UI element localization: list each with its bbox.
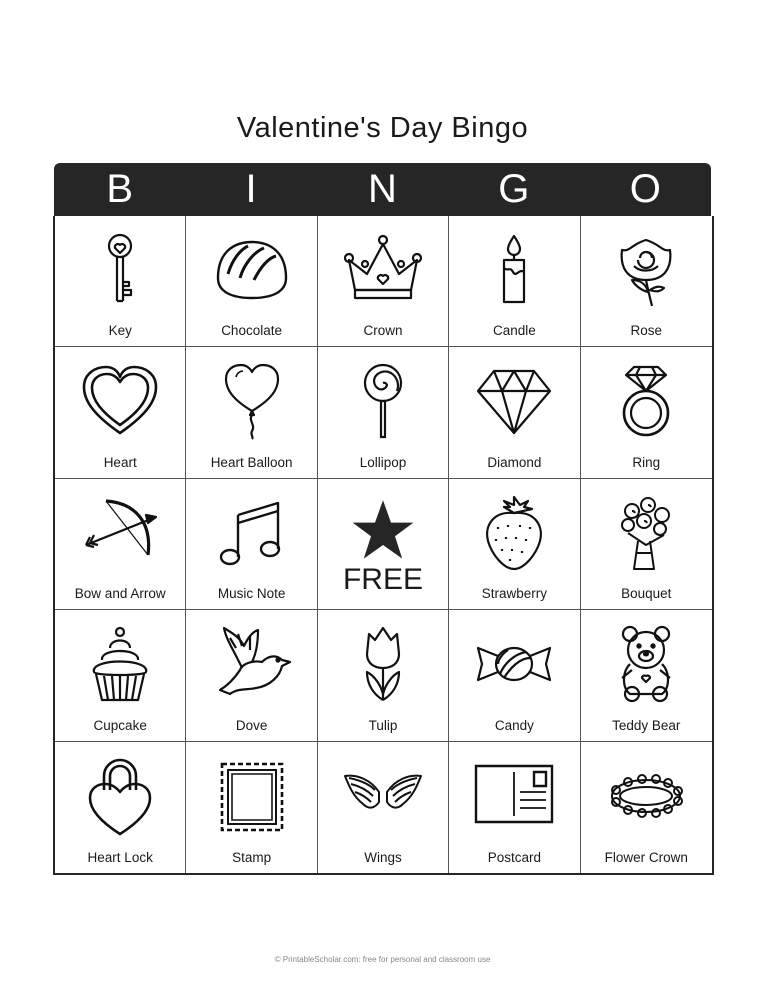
bingo-cell: [581, 610, 712, 741]
bingo-cell: [55, 479, 186, 610]
chocolate-icon: [212, 230, 292, 310]
cell-label: Stamp: [232, 849, 272, 865]
cell-label: Strawberry: [481, 586, 548, 602]
bouquet-icon: [606, 493, 686, 573]
cell-label: Candle: [493, 323, 536, 339]
header-letter-n: N: [368, 167, 397, 211]
bingo-cell: [581, 347, 712, 478]
cell-label: Tulip: [368, 717, 398, 733]
cell-label: Heart Balloon: [210, 454, 293, 470]
bingo-cell-free: [318, 479, 449, 610]
candle-icon: [474, 230, 554, 310]
postcard-icon: [467, 756, 561, 836]
crown-icon: [343, 230, 423, 310]
bingo-cell: [449, 610, 580, 741]
cell-label: Candy: [494, 717, 534, 733]
cell-label: Diamond: [487, 454, 542, 470]
header-letter-o: O: [629, 167, 661, 211]
cell-label: Teddy Bear: [612, 717, 681, 733]
cell-label: Music Note: [217, 586, 286, 602]
tulip-icon: [343, 624, 423, 704]
candy-icon: [474, 624, 554, 704]
bow-and-arrow-icon: [80, 493, 160, 573]
wings-icon: [343, 756, 423, 836]
bingo-cell: [581, 216, 712, 347]
header-letter-g: G: [498, 167, 530, 211]
heart-balloon-icon: [212, 361, 292, 441]
strawberry-icon: [474, 493, 554, 573]
heart-icon: [80, 361, 160, 441]
bingo-cell: [449, 347, 580, 478]
ring-icon: [606, 361, 686, 441]
cell-label: Postcard: [487, 849, 542, 865]
heart-lock-icon: [80, 756, 160, 836]
cell-label: Key: [108, 323, 132, 339]
bingo-cell: [186, 216, 317, 347]
rose-icon: [606, 230, 686, 310]
cell-label: Bow and Arrow: [74, 586, 166, 602]
bingo-cell: [318, 216, 449, 347]
page-title: Valentine's Day Bingo: [236, 112, 529, 144]
key-icon: [80, 230, 160, 310]
bingo-cell: [186, 347, 317, 478]
footer-credit: © PrintableScholar.com: free for personal and classroom use: [274, 955, 491, 964]
cell-label: Wings: [364, 849, 402, 865]
cell-label: Ring: [632, 454, 661, 470]
lollipop-icon: [343, 361, 423, 441]
cell-label: Bouquet: [621, 586, 672, 602]
free-label: FREE: [342, 563, 423, 597]
cell-label: Flower Crown: [604, 849, 688, 865]
bingo-cell: [581, 742, 712, 873]
cell-label: Dove: [235, 717, 268, 733]
diamond-icon: [474, 361, 554, 441]
bingo-cell: [581, 479, 712, 610]
bingo-cell: [449, 216, 580, 347]
bingo-cell: [55, 742, 186, 873]
bingo-cell: [186, 610, 317, 741]
bingo-cell: [449, 479, 580, 610]
star-icon: [351, 497, 415, 561]
flower-crown-icon: [601, 756, 691, 836]
cell-label: Lollipop: [359, 454, 407, 470]
header-letter-b: B: [106, 167, 134, 211]
bingo-cell: [55, 610, 186, 741]
cell-label: Crown: [363, 323, 403, 339]
bingo-cell: [186, 479, 317, 610]
cell-label: Rose: [630, 323, 663, 339]
music-note-icon: [212, 493, 292, 573]
cell-label: Heart: [103, 454, 137, 470]
bingo-header: [54, 163, 711, 216]
bingo-cell: [449, 742, 580, 873]
cell-label: Chocolate: [221, 323, 282, 339]
cell-label: Heart Lock: [87, 849, 153, 865]
bingo-cell: [55, 347, 186, 478]
bingo-cell: [318, 610, 449, 741]
bingo-cell: [318, 347, 449, 478]
cupcake-icon: [80, 624, 160, 704]
bingo-cell: [55, 216, 186, 347]
header-letter-i: I: [245, 167, 257, 211]
stamp-icon: [212, 756, 292, 836]
bingo-grid: [53, 216, 714, 875]
teddy-bear-icon: [606, 624, 686, 704]
dove-icon: [212, 624, 292, 704]
bingo-cell: [318, 742, 449, 873]
cell-label: Cupcake: [93, 717, 147, 733]
bingo-cell: [186, 742, 317, 873]
